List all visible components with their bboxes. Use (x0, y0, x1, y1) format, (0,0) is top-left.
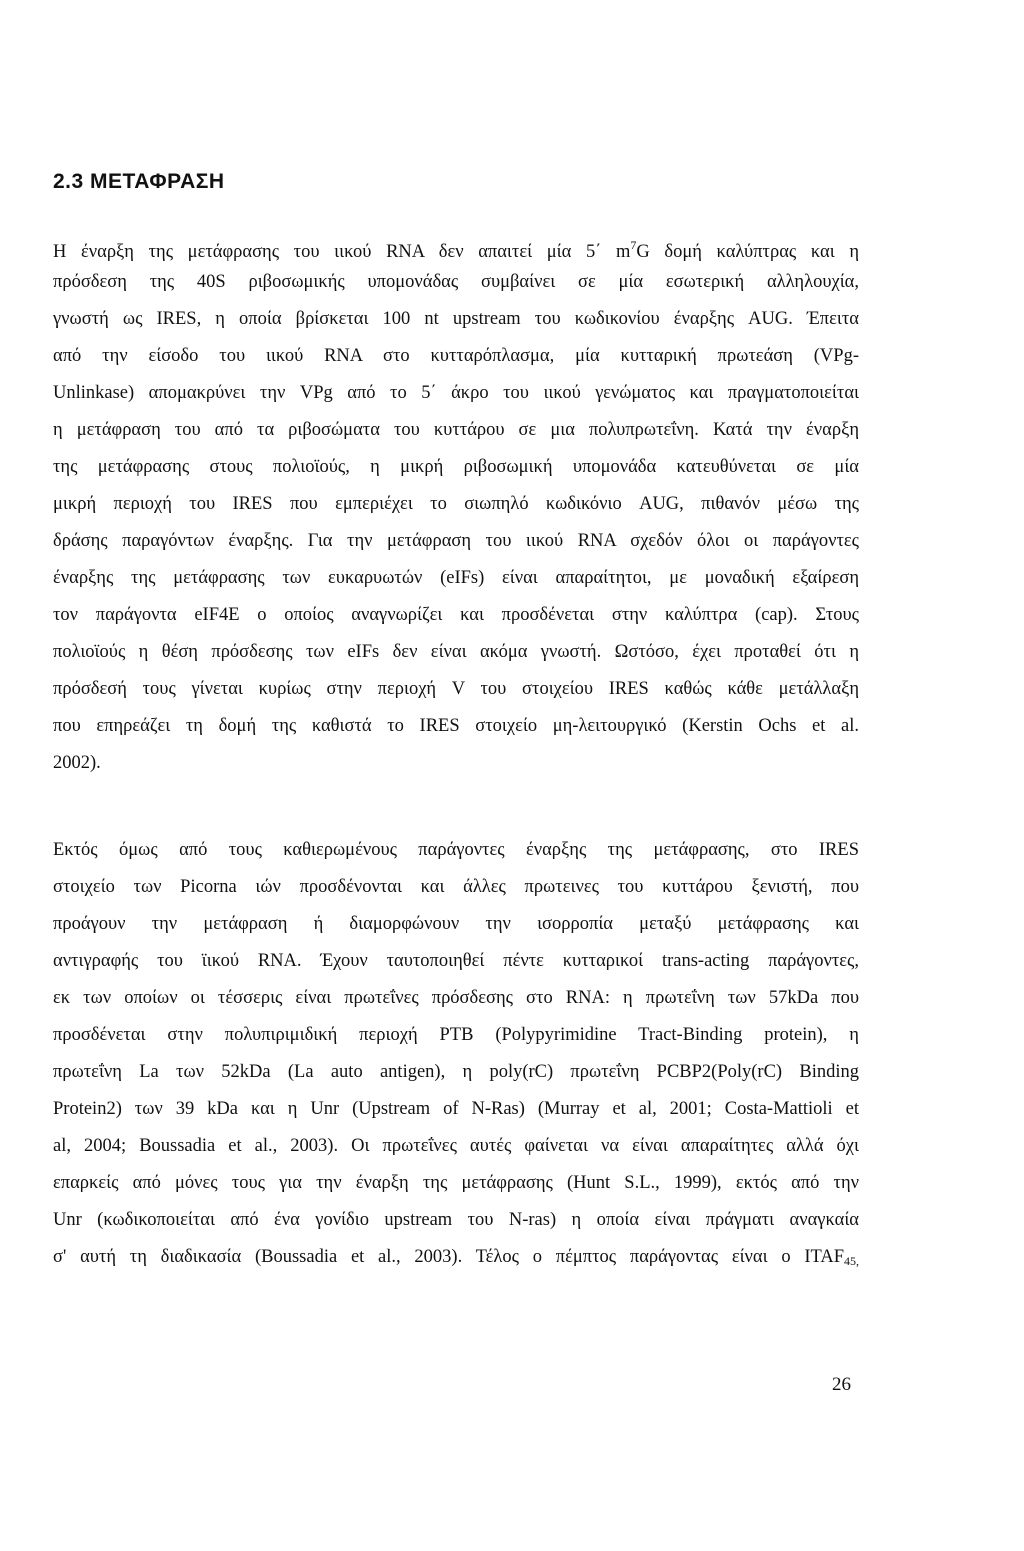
text-line: προσδένεται στην πολυπιριμιδική περιοχή PTB (Polypyrimidine Tract-Binding protein), η (53, 1025, 859, 1045)
text-line (53, 1239, 859, 1276)
text-line: Protein2) των 39 kDa και η Unr (Upstream of N-Ras) (Murray et al, 2001; Costa-Mattioli et (53, 1099, 859, 1119)
text-line: εκ των οποίων οι τέσσερις είναι πρωτεΐνες πρόσδεσης στο RNA: η πρωτεΐνη των 57kDa που (53, 988, 859, 1008)
text-line: από την είσοδο του ιικού RNA στο κυτταρόπλασμα, μία κυτταρική πρωτεάση (VPg- (53, 346, 859, 366)
text-line: επαρκείς από μόνες τους για την έναρξη της μετάφρασης (Hunt S.L., 1999), εκτός από την (53, 1173, 859, 1193)
page-number: 26 (832, 1374, 851, 1395)
text-line: μικρή περιοχή του IRES που εμπεριέχει το σιωπηλό κωδικόνιο AUG, πιθανόν μέσω της (53, 494, 859, 514)
text-line: πολιοϊούς η θέση πρόσδεσης των eIFs δεν είναι ακόμα γνωστή. Ωστόσο, έχει προταθεί ότι η (53, 642, 859, 662)
text-line: προάγουν την μετάφραση ή διαμορφώνουν την ισορροπία μεταξύ μετάφρασης και (53, 914, 859, 934)
paragraph-translation-initiation (53, 227, 859, 782)
text-line: γνωστή ως IRES, η οποία βρίσκεται 100 nt upstream του κωδικονίου έναρξης AUG. Έπειτα (53, 309, 859, 329)
text-line: 2002). (53, 753, 101, 773)
paragraph-cellular-factors (53, 832, 859, 1276)
text-line: al, 2004; Boussadia et al., 2003). Οι πρωτεΐνες αυτές φαίνεται να είναι απαραίτητες αλλά όχι (53, 1136, 859, 1156)
text-line: στοιχείο των Picorna ιών προσδένονται και άλλες πρωτεινες του κυττάρου ξενιστή, που (53, 877, 859, 897)
text-run: G δομή καλύπτρας και η (636, 242, 859, 262)
text-line: πρωτεΐνη La των 52kDa (La auto antigen), η poly(rC) πρωτεΐνη PCBP2(Poly(rC) Binding (53, 1062, 859, 1082)
text-line: αντιγραφής του ϊικού RNA. Έχουν ταυτοποιηθεί πέντε κυτταρικοί trans-acting παράγοντες, (53, 951, 859, 971)
text-line: Unlinkase) απομακρύνει την VPg από το 5΄ άκρο του ιικού γενώματος και πραγματοποιείται (53, 383, 859, 403)
text-line: πρόσδεση της 40S ριβοσωμικής υπομονάδας συμβαίνει σε μία εσωτερική αλληλουχία, (53, 272, 859, 292)
subscript: 45, (844, 1254, 859, 1268)
text-line: η μετάφραση του από τα ριβοσώματα του κυττάρου σε μια πολυπρωτεΐνη. Κατά την έναρξη (53, 420, 859, 440)
text-line: Εκτός όμως από τους καθιερωμένους παράγοντες έναρξης της μετάφρασης, στο IRES (53, 840, 859, 860)
text-line: πρόσδεσή τους γίνεται κυρίως στην περιοχή V του στοιχείου IRES καθώς κάθε μετάλλαξη (53, 679, 859, 699)
text-run: Η έναρξη της μετάφρασης του ιικού RNA δεν απαιτεί μία 5΄ m (53, 242, 631, 262)
text-line: της μετάφρασης στους πολιοϊούς, η μικρή ριβοσωμική υπομονάδα κατευθύνεται σε μία (53, 457, 859, 477)
text-line: έναρξης της μετάφρασης των ευκαρυωτών (eIFs) είναι απαραίτητοι, με μοναδική εξαίρεση (53, 568, 859, 588)
text-line (53, 227, 859, 264)
text-line: Unr (κωδικοποιείται από ένα γονίδιο upstream του N-ras) η οποία είναι πράγματι αναγκαία (53, 1210, 859, 1230)
superscript: 7 (630, 238, 637, 252)
text-line: δράσης παραγόντων έναρξης. Για την μετάφραση του ιικού RNA σχεδόν όλοι οι παράγοντες (53, 531, 859, 551)
text-run: σ' αυτή τη διαδικασία (Boussadia et al., 2003). Τέλος ο πέμπτος παράγοντας είναι ο ITAF (53, 1247, 844, 1267)
text-line: που επηρεάζει τη δομή της καθιστά το IRES στοιχείο μη-λειτουργικό (Kerstin Ochs et al. (53, 716, 859, 736)
section-heading: 2.3 ΜΕΤΑΦΡΑΣΗ (53, 170, 225, 193)
text-line: τον παράγοντα eIF4E ο οποίος αναγνωρίζει και προσδένεται στην καλύπτρα (cap). Στους (53, 605, 859, 625)
